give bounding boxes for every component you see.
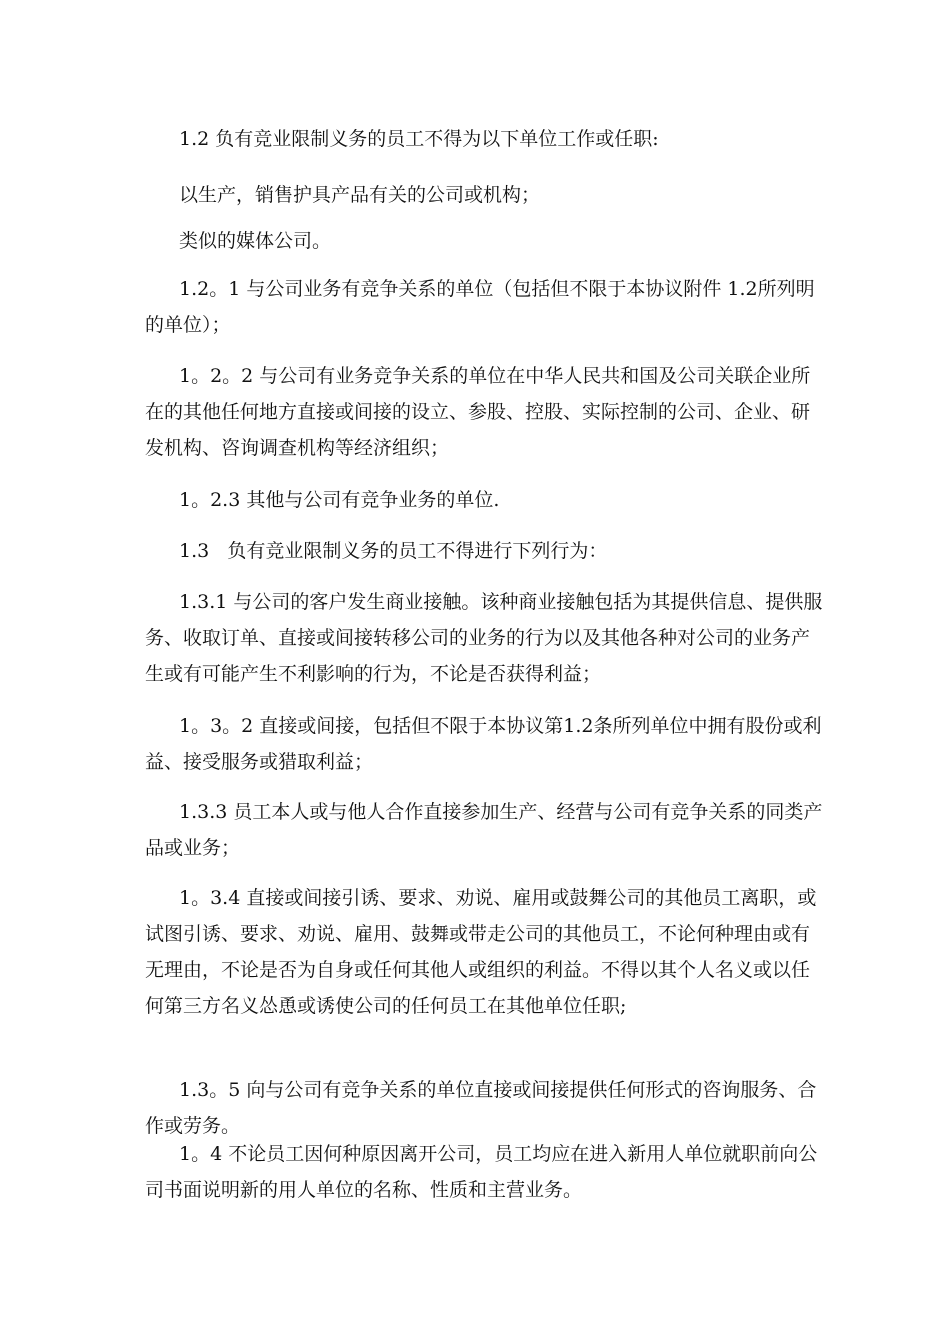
clause-1-2-item-b: 类似的媒体公司。: [179, 230, 332, 252]
clause-1-3-3: 1.3.3 员工本人或与他人合作直接参加生产、经营与公司有竞争关系的同类产品或业务；: [145, 801, 823, 859]
clause-1-2-item-a: 以生产，销售护具产品有关的公司或机构；: [179, 184, 541, 206]
clause-1-3-5: 1.3。5 向与公司有竞争关系的单位直接或间接提供任何形式的咨询服务、合作或劳务。: [145, 1079, 817, 1137]
clause-1-2-2: 1。2。2 与公司有业务竞争关系的单位在中华人民共和国及公司关联企业所在的其他任何地方直接或间接的设立、参股、控股、实际控制的公司、企业、研发机构、咨询调查机构等经济组织；: [145, 365, 811, 459]
clause-1-3-4: 1。3.4 直接或间接引诱、要求、劝说、雇用或鼓舞公司的其他员工离职，或试图引诱、要求、劝说、雇用、鼓舞或带走公司的其他员工，不论何种理由或有无理由，不论是否为自身或任何其他人或组织的利益。不得以其个人名义或以任何第三方名义怂恿或诱使公司的任何员工在其他单位任职;: [145, 887, 817, 1017]
clause-1-3: 1.3 负有竞业限制义务的员工不得进行下列行为：: [179, 540, 608, 562]
clause-1-3-1: 1.3.1 与公司的客户发生商业接触。该种商业接触包括为其提供信息、提供服务、收取订单、直接或间接转移公司的业务的行为以及其他各种对公司的业务产生或有可能产生不利影响的行为，不论是否获得利益；: [145, 591, 823, 685]
clause-1-2-3: 1。2.3 其他与公司有竞争业务的单位.: [179, 489, 500, 511]
clause-1-2-1: 1.2。1 与公司业务有竞争关系的单位（包括但不限于本协议附件 1.2所列明的单位）；: [145, 278, 815, 336]
clause-1-2: 1.2 负有竞业限制义务的员工不得为以下单位工作或任职:: [179, 128, 659, 150]
clause-1-3-2: 1。3。2 直接或间接，包括但不限于本协议第1.2条所列单位中拥有股份或利益、接受服务或猎取利益；: [145, 715, 822, 773]
clause-1-4: 1。4 不论员工因何种原因离开公司，员工均应在进入新用人单位就职前向公司书面说明新的用人单位的名称、性质和主营业务。: [145, 1143, 818, 1201]
